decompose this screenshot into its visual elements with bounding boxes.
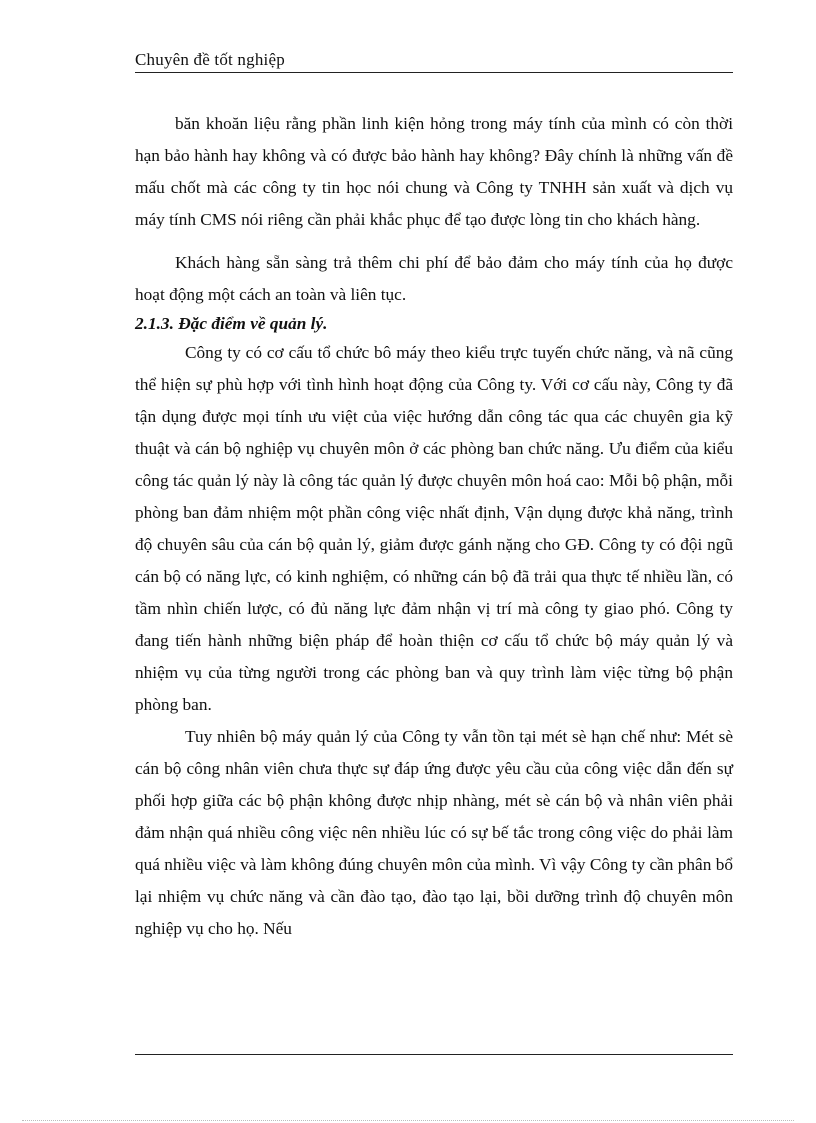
- header-title: Chuyên đề tốt nghiệp: [135, 50, 285, 69]
- page-header: [135, 48, 733, 73]
- body-paragraph: Công ty có cơ cấu tổ chức bô máy theo kiểu trực tuyến chức năng, và nã cũng thể hiện sự phù hợp với tình hình hoạt động của Công ty. Với cơ cấu này, Công ty đã tận dụng được mọi tính ưu việt của việc hướng dẫn công tác qua các chuyên gia kỹ thuật và cán bộ nghiệp vụ chuyên môn ở các phòng ban chức năng. Ưu điểm của kiểu công tác quản lý này là công tác quản lý được chuyên môn hoá cao: Mỗi bộ phận, mỗi phòng ban đảm nhiệm một phần công việc nhất định, Vận dụng được khả năng, trình độ chuyên sâu của cán bộ quản lý, giảm được gánh nặng cho GĐ. Công ty có đội ngũ cán bộ có năng lực, có kinh nghiệm, có những cán bộ đã trải qua thực tế nhiều lần, có tầm nhìn chiến lược, có đủ năng lực đảm nhận vị trí mà công ty giao phó. Công ty đang tiến hành những biện pháp để hoàn thiện cơ cấu tổ chức bộ máy quản lý và nhiệm vụ của từng người trong các phòng ban và quy trình làm việc từng bộ phận phòng ban.: [135, 343, 733, 714]
- paragraph-spacer: [135, 236, 733, 247]
- body-paragraph: Tuy nhiên bộ máy quản lý của Công ty vẫn tồn tại mét sè hạn chế như: Mét sè cán bộ công nhân viên chưa thực sự đáp ứng được yêu cầu của công việc dẫn đến sự phối hợp giữa các bộ phận không được nhịp nhàng, mét sè cán bộ và nhân viên phải đảm nhận quá nhiều công việc nên nhiều lúc có sự bế tắc trong công việc do phải làm quá nhiều việc và làm không đúng chuyên môn của mình. Vì vậy Công ty cần phân bổ lại nhiệm vụ chức năng và cần đào tạo, đào tạo lại, bồi dưỡng trình độ chuyên môn nghiệp vụ cho họ. Nếu: [135, 727, 733, 938]
- body-paragraph: băn khoăn liệu rằng phần linh kiện hỏng trong máy tính của mình có còn thời hạn bảo hành hay không và có được bảo hành hay không? Đây chính là những vấn đề mấu chốt mà các công ty tin học nói chung và Công ty TNHH sản xuất và dịch vụ máy tính CMS nói riêng cần phải khắc phục để tạo được lòng tin cho khách hàng.: [135, 114, 733, 229]
- document-body: [135, 108, 733, 945]
- footer-rule: [135, 1054, 733, 1055]
- section-heading: 2.1.3. Đặc điểm về quản lý.: [135, 314, 328, 333]
- page-break-line: [22, 1120, 794, 1121]
- body-paragraph: Khách hàng sẵn sàng trả thêm chi phí để bảo đảm cho máy tính của họ được hoạt động một cách an toàn và liên tục.: [135, 253, 733, 304]
